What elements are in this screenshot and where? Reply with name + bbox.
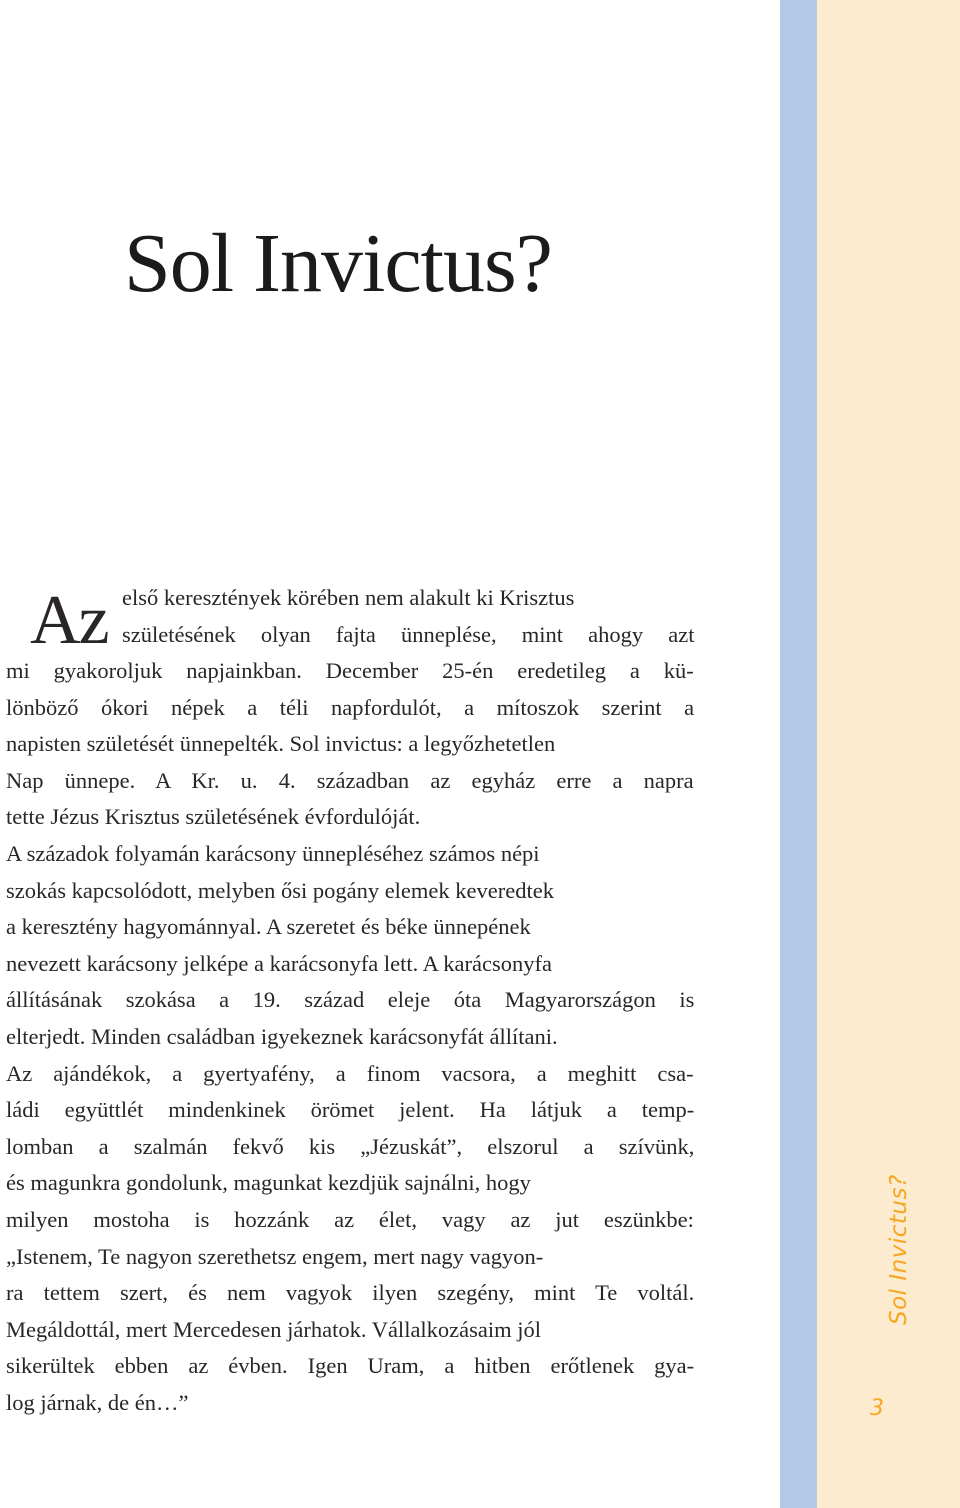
margin-blue-strip <box>780 0 817 1508</box>
dropcap: Az <box>30 582 108 659</box>
text-line: Megáldottál, mert Mercedesen járhatok. Vállalkozásaim jól <box>6 1316 542 1342</box>
dropcap-lines <box>122 580 694 653</box>
text-line: elterjedt. Minden családban igyekeznek karácsonyfát állítani. <box>6 1023 558 1049</box>
text-line: állításának szokása a 19. század eleje óta Magyarországon is <box>6 987 695 1013</box>
body-text <box>6 580 694 1421</box>
text-line: A századok folyamán karácsony ünnepléséhez számos népi <box>6 840 540 866</box>
page-title: Sol Invictus? <box>124 217 552 310</box>
text-line: tette Jézus Krisztus születésének évfordulóját. <box>6 804 421 830</box>
text-line: lönböző ókori népek a téli napfordulót, a mítoszok szerint a <box>6 694 695 720</box>
text-line: log járnak, de én…” <box>6 1389 189 1415</box>
text-line: Nap ünnepe. A Kr. u. 4. században az egyház erre a napra <box>6 767 694 793</box>
text-line: ládi együttlét mindenkinek örömet jelent. Ha látjuk a temp- <box>6 1097 695 1123</box>
text-line: lomban a szalmán fekvő kis „Jézuskát”, elszorul a szívünk, <box>6 1133 695 1159</box>
dropcap-block <box>6 580 695 659</box>
text-line: Az ajándékok, a gyertyafény, a finom vacsora, a meghitt csa- <box>6 1060 694 1086</box>
text-line: születésének olyan fajta ünneplése, mint ahogy azt <box>122 621 695 647</box>
text-line: szokás kapcsolódott, melyben ősi pogány elemek keveredtek <box>6 877 554 903</box>
text-line: napisten születését ünnepelték. Sol invictus: a legyőzhetetlen <box>6 731 556 757</box>
paragraph-2 <box>6 836 694 1422</box>
text-line: milyen mostoha is hozzánk az élet, vagy az jut eszünkbe: <box>6 1206 694 1232</box>
text-line: sikerültek ebben az évben. Igen Uram, a hitben erőtlenek gya- <box>6 1353 695 1379</box>
text-line: nevezett karácsony jelképe a karácsonyfa lett. A karácsonyfa <box>6 950 552 976</box>
text-line: mi gyakoroljuk napjainkban. December 25-én eredetileg a kü- <box>6 658 694 683</box>
page-number: 3 <box>870 1396 884 1421</box>
text-line: első keresztények körében nem alakult ki Krisztus <box>122 585 575 610</box>
running-head: Sol Invictus? <box>886 1174 912 1325</box>
text-line: „Istenem, Te nagyon szerethetsz engem, mert nagy vagyon- <box>6 1243 544 1269</box>
text-line: ra tettem szert, és nem vagyok ilyen szegény, mint Te voltál. <box>6 1280 695 1306</box>
text-line: és magunkra gondolunk, magunkat kezdjük sajnálni, hogy <box>6 1170 531 1196</box>
paragraph-1 <box>6 653 694 836</box>
text-line: a keresztény hagyománnyal. A szeretet és béke ünnepének <box>6 914 531 940</box>
